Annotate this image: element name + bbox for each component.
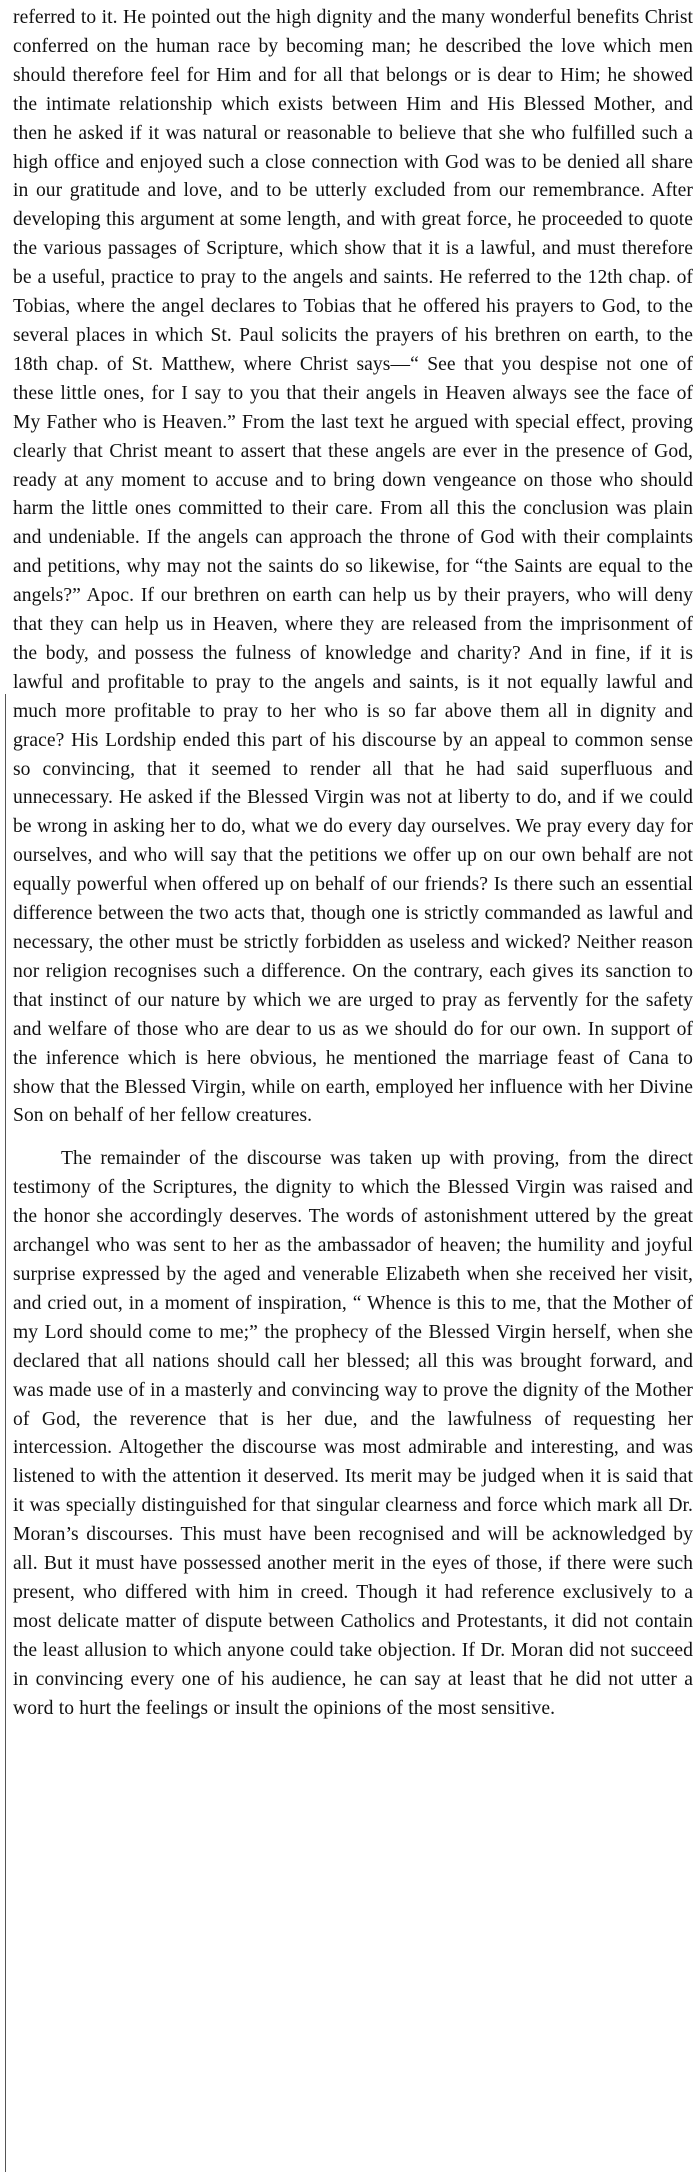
article-body: [13, 4, 693, 1723]
paragraph-1: referred to it. He pointed out the high dignity and the many wonderful benefits Christ conferred on the human race by becoming man; he described the love which men should therefore feel for Him and for all that belongs or is dear to Him; he showed the intimate relationship which exists between Him and His Blessed Mother, and then he asked if it was natural or reasonable to believe that she who fulfilled such a high office and enjoyed such a close connection with God was to be denied all share in our gratitude and love, and to be utterly excluded from our remembrance. After developing this argument at some length, and with great force, he proceeded to quote the various passages of Scripture, which show that it is a lawful, and must therefore be a useful, practice to pray to the angels and saints. He referred to the 12th chap. of Tobias, where the angel declares to Tobias that he offered his prayers to God, to the several places in which St. Paul solicits the prayers of his brethren on earth, to the 18th chap. of St. Matthew, where Christ says—“ See that you despise not one of these little ones, for I say to you that their angels in Heaven always see the face of My Father who is Heaven.” From the last text he argued with special effect, proving clearly that Christ meant to assert that these angels are ever in the presence of God, ready at any moment to accuse and to bring down vengeance on those who should harm the little ones committed to their care. From all this the conclusion was plain and undeniable. If the angels can approach the throne of God with their complaints and petitions, why may not the saints do so likewise, for “the Saints are equal to the angels?” Apoc. If our brethren on earth can help us by their prayers, who will deny that they can help us in Heaven, where they are released from the imprisonment of the body, and possess the fulness of knowledge and charity? And in fine, if it is lawful and profitable to pray to the angels and saints, is it not equally lawful and much more profitable to pray to her who is so far above them all in dignity and grace? His Lordship ended this part of his discourse by an appeal to common sense so convincing, that it seemed to render all that he had said superfluous and unnecessary. He asked if the Blessed Virgin was not at liberty to do, and if we could be wrong in asking her to do, what we do every day ourselves. We pray every day for ourselves, and who will say that the petitions we offer up on our own behalf are not equally powerful when offered up on behalf of our friends? Is there such an essential difference between the two acts that, though one is strictly commanded as lawful and necessary, the other must be strictly forbidden as useless and wicked? Neither reason nor religion recognises such a difference. On the contrary, each gives its sanction to that instinct of our nature by which we are urged to pray as fervently for the safety and welfare of those who are dear to us as we should do for our own. In support of the inference which is here obvious, he mentioned the marriage feast of Cana to show that the Blessed Virgin, while on earth, employed her influence with her Divine Son on behalf of her fellow creatures.: [13, 7, 693, 1127]
article-column: [5, 4, 695, 2172]
column-rule: [5, 694, 6, 2172]
paragraph-2: The remainder of the discourse was taken up with proving, from the direct testimony of the Scriptures, the dignity to which the Blessed Virgin was raised and the honor she accordingly deserves. The words of astonishment uttered by the great archangel who was sent to her as the ambassador of heaven; the humility and joyful surprise expressed by the aged and venerable Elizabeth when she received her visit, and cried out, in a moment of inspiration, “ Whence is this to me, that the Mother of my Lord should come to me;” the prophecy of the Blessed Virgin herself, when she declared that all nations should call her blessed; all this was brought forward, and was made use of in a masterly and convincing way to prove the dignity of the Mother of God, the reverence that is her due, and the lawfulness of requesting her intercession. Altogether the discourse was most admirable and interesting, and was listened to with the attention it deserved. Its merit may be judged when it is said that it was specially distinguished for that singular clearness and force which mark all Dr. Moran’s discourses. This must have been recognised and will be acknowledged by all. But it must have possessed another merit in the eyes of those, if there were such present, who differed with him in creed. Though it had reference exclusively to a most delicate matter of dispute between Catholics and Protestants, it did not contain the least allusion to which anyone could take objection. If Dr. Moran did not succeed in convincing every one of his audience, he can say at least that he did not utter a word to hurt the feelings or insult the opinions of the most sensitive.: [13, 1148, 693, 1719]
